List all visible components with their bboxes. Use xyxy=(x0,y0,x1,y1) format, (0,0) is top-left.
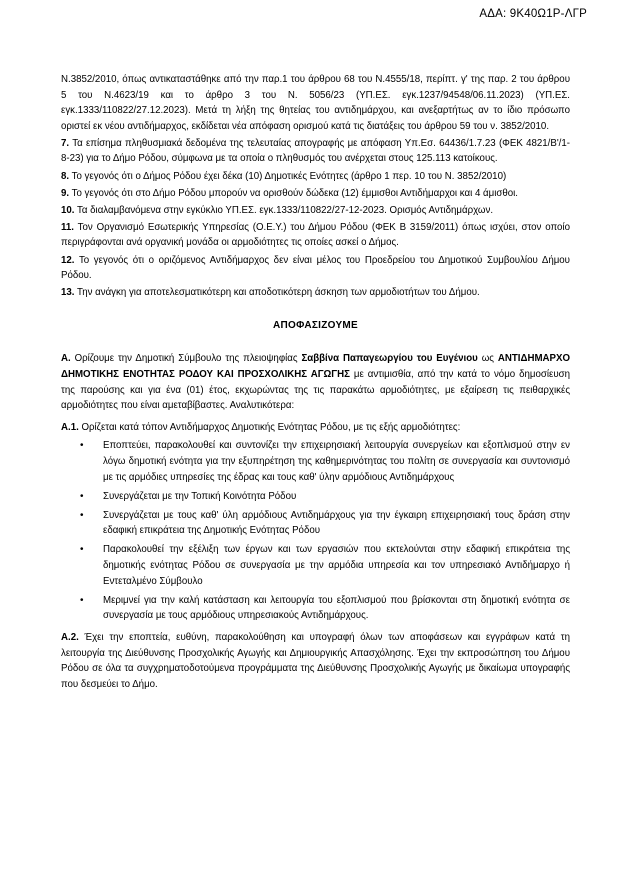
section-a-label: Α. xyxy=(61,353,71,365)
item-number: 13. xyxy=(61,287,75,299)
section-a1-text: Ορίζεται κατά τόπον Αντιδήμαρχος Δημοτικής Ενότητας Ρόδου, με τις εξής αρμοδιότητες: xyxy=(78,421,461,433)
list-item xyxy=(61,203,570,219)
list-item xyxy=(61,136,570,167)
responsibilities-list xyxy=(61,438,570,624)
item-text: Το γεγονός ότι στο Δήμο Ρόδου μπορούν να ορισθούν δώδεκα (12) έμμισθοι Αντιδήμαρχοι και 4 άμισθοι. xyxy=(71,187,518,199)
bullet-icon: • xyxy=(80,509,84,521)
bullet-icon: • xyxy=(80,440,84,452)
bullet-icon: • xyxy=(80,544,84,556)
section-a2-text: Έχει την εποπτεία, ευθύνη, παρακολούθηση και υπογραφή όλων των αποφάσεων και εγγράφων κατά τη λειτουργία της Διεύθυνσης Προσχολικής Αγωγής και Δημιουργικής Απασχόλησης. Έχει την εκπροσώπηση του Δήμου Ρόδου σε όλα τα συγχρηματοδοτούμενα προγράμματα της Διεύθυνσης Προσχολικής Αγωγής με δικαίωμα υπογραφής που δεσμεύει το Δήμο. xyxy=(61,631,570,690)
bullet-text: Συνεργάζεται με την Τοπική Κοινότητα Ρόδου xyxy=(103,490,297,502)
document-body xyxy=(61,72,570,692)
list-item xyxy=(80,438,570,485)
ada-code: ΑΔΑ: 9Κ40Ω1Ρ-ΛΓΡ xyxy=(479,8,587,20)
list-item xyxy=(61,285,570,301)
item-text: Τον Οργανισμό Εσωτερικής Υπηρεσίας (Ο.Ε.Υ.) του Δήμου Ρόδου (ΦΕΚ Β 3159/2011) όπως ισχύει, στον οποίο περιγράφονται ανά οργανική μονάδα οι αρμοδιότητες τις οποίες ασκεί ο Δήμος. xyxy=(61,221,570,249)
item-text: Το γεγονός ότι ο οριζόμενος Αντιδήμαρχος δεν είναι μέλος του Προεδρείου του Δημοτικού Συμβουλίου Δήμου Ρόδου. xyxy=(61,254,570,282)
appointee-title: ΑΝΤΙΔΗΜΑΡΧΟ ΔΗΜΟΤΙΚΗΣ ΕΝΟΤΗΤΑΣ ΡΟΔΟΥ ΚΑΙ ΠΡΟΣΧΟΛΙΚΗΣ ΑΓΩΓΗΣ xyxy=(61,353,570,380)
item-number: 10. xyxy=(61,204,75,216)
list-item xyxy=(61,169,570,185)
section-a-text-3: με αντιμισθία, από την κατά το νόμο δημοσίευση της παρούσης και για ένα (01) έτος, εκχωρώντας της τις παρακάτω αρμοδιότητες, με εξαίρεση τις πειθαρχικές αρμοδιότητες που είναι αμεταβίβαστες. Αναλυτικότερα: xyxy=(61,369,570,412)
item-text: Τα διαλαμβανόμενα στην εγκύκλιο ΥΠ.ΕΣ. εγκ.1333/110822/27-12-2023. Ορισμός Αντιδημάρχων. xyxy=(77,204,494,216)
list-item xyxy=(61,253,570,284)
bullet-text: Συνεργάζεται με τους καθ' ύλη αρμόδιους Αντιδημάρχους για την έγκαιρη επιχειρησιακή τους δράση στην εδαφική επικράτεια της Δημοτικής Ενότητας Ρόδου xyxy=(103,509,570,537)
item-number: 7. xyxy=(61,137,70,149)
list-item xyxy=(80,542,570,589)
bullet-text: Παρακολουθεί την εξέλιξη των έργων και των εργασιών που εκτελούνται στην εδαφική επικράτεια της δημοτικής ενότητας Ρόδου σε συνεργασία με την αρμόδια υπηρεσία και τον υπηρεσιακό Αντιδήμαρχο ή Εντεταλμένο Σύμβουλο xyxy=(103,544,570,587)
bullet-text: Εποπτεύει, παρακολουθεί και συντονίζει την επιχειρησιακή λειτουργία συνεργείων και εξοπλισμού στην εν λόγω δημοτική ενότητα για την εξυπηρέτηση της καθημερινότητας του πολίτη σε συνεργασία και συντονισμό με τις αρμόδιες υπηρεσίες της έδρας και τους καθ' ύλην αρμόδιους Αντιδημάρχους xyxy=(103,440,570,483)
item-number: 12. xyxy=(61,254,75,266)
intro-continuation: Ν.3852/2010, όπως αντικαταστάθηκε από την παρ.1 του άρθρου 68 του Ν.4555/18, περίπτ. γ' της παρ. 2 του άρθρου 5 του Ν.4623/19 και το άρθρο 3 του Ν. 5056/23 (ΥΠ.ΕΣ. εγκ.1237/94548/06.11.2023) (ΥΠ.ΕΣ. εγκ.1333/110822/27.12.2023). Μετά τη λήξη της θητείας του αντιδημάρχου, και ανεξαρτήτως αν το ίδιο πρόσωπο οριστεί εκ νέου αντιδήμαρχος, εκδίδεται νέα απόφαση ορισμού κατά τις διατάξεις του άρθρου 59 του ν. 3852/2010. xyxy=(61,74,570,132)
item-number: 8. xyxy=(61,170,70,182)
item-text: Την ανάγκη για αποτελεσματικότερη και αποδοτικότερη άσκηση των αρμοδιοτήτων του Δήμου. xyxy=(77,287,480,299)
appointee-name: Σαββίνα Παπαγεωργίου του Ευγένιου xyxy=(301,353,478,365)
item-number: 11. xyxy=(61,221,74,233)
bullet-icon: • xyxy=(80,594,84,606)
section-a-text-2: ως xyxy=(477,353,498,365)
item-number: 9. xyxy=(61,187,70,199)
item-text: Τα επίσημα πληθυσμιακά δεδομένα της τελευταίας απογραφής με απόφαση Υπ.Εσ. 64436/1.7.23 (ΦΕΚ 4821/Β'/1-8-23) για το Δήμο Ρόδου, σύμφωνα με τα οποία ο πληθυσμός του ανέρχεται στους 125.113 κατοίκους. xyxy=(61,137,570,165)
decision-heading: ΑΠΟΦΑΣΙΖΟΥΜΕ xyxy=(272,319,359,331)
list-item xyxy=(80,489,570,505)
list-item xyxy=(61,186,570,202)
item-text: Το γεγονός ότι ο Δήμος Ρόδου έχει δέκα (10) Δημοτικές Ενότητες (άρθρο 1 περ. 10 του Ν. 3852/2010) xyxy=(71,170,507,182)
section-a2-label: Α.2. xyxy=(61,631,79,643)
list-item xyxy=(61,220,570,251)
section-a xyxy=(61,351,570,413)
bullet-icon: • xyxy=(80,490,84,502)
list-item xyxy=(80,508,570,539)
section-a2 xyxy=(61,630,570,692)
section-a1 xyxy=(61,420,570,436)
section-a-text-1: Ορίζουμε την Δημοτική Σύμβουλο της πλειοψηφίας xyxy=(70,353,302,365)
list-item xyxy=(80,593,570,624)
bullet-text: Μεριμνεί για την καλή κατάσταση και λειτουργία του εξοπλισμού που βρίσκονται στη δημοτική ενότητα σε συνεργασία με τους αρμόδιους υπηρεσιακούς Αντιδημάρχους. xyxy=(103,594,570,622)
section-a1-label: Α.1. xyxy=(61,421,79,433)
